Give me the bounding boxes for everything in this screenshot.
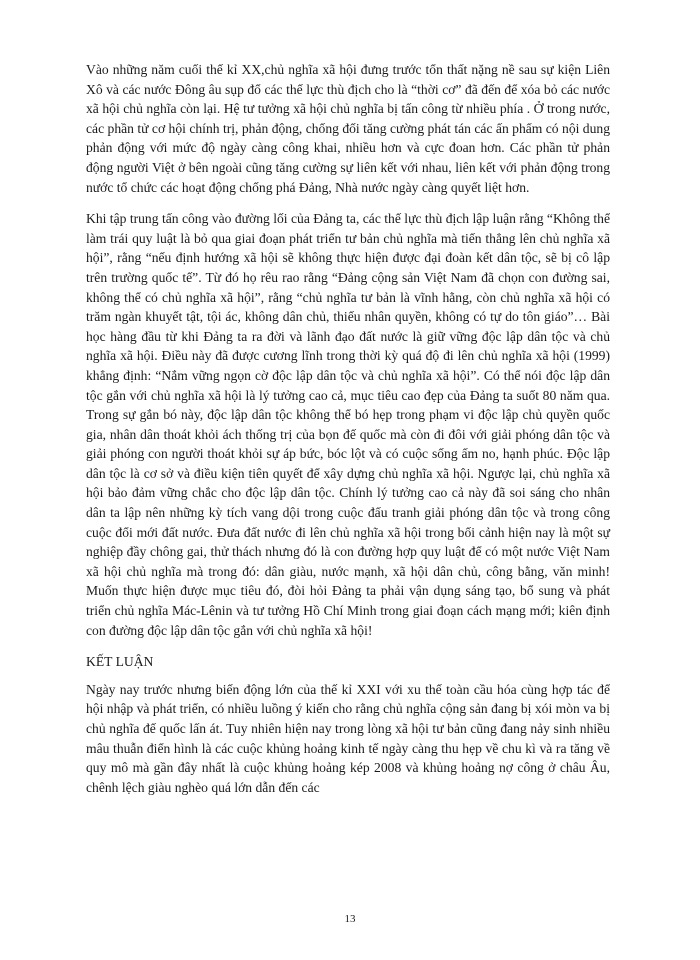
paragraph-main: Khi tập trung tấn công vào đường lối của Đảng ta, các thế lực thù địch lập luận rằng “Không thể làm trái quy luật là bỏ qua giai đoạn phát triển tư bản chủ nghĩa mà tiến thẳng lên chủ nghĩa xã hội”, rằng “nếu định hướng xã hội sẽ không thực hiện được đại đoàn kết dân tộc, sẽ bị cô lập trên trường quốc tế”. Từ đó họ rêu rao rằng “Đảng cộng sản Việt Nam đã chọn con đường sai, không thể có chủ nghĩa xã hội”, rằng “chủ nghĩa tư bản là vĩnh hằng, còn chủ nghĩa xã hội có trăm ngàn khuyết tật, tội ác, không dân chủ, thiếu nhân quyền, không có tự do tôn giáo”… Bài học hàng đầu từ khi Đảng ta ra đời và lãnh đạo đất nước là giữ vững độc lập dân tộc và chủ nghĩa xã hội. Điều này đã được cương lĩnh trong thời kỳ quá độ đi lên chủ nghĩa xã hội (1999) khẳng định: “Nắm vững ngọn cờ độc lập dân tộc và chủ nghĩa xã hội”. Có thể nói độc lập dân tộc gắn với chủ nghĩa xã hội là lý tưởng cao cả, mục tiêu cao đẹp của Đảng ta suốt 80 năm qua. Trong sự gắn bó này, độc lập dân tộc không thể bó hẹp trong phạm vi độc lập chủ quyền quốc gia, nhân dân thoát khỏi ách thống trị của bọn đế quốc mà còn đi đôi với giải phóng dân tộc và giải phóng con người thoát khỏi sự áp bức, bóc lột và có cuộc sống ấm no, hạnh phúc. Độc lập dân tộc là cơ sở và điều kiện tiên quyết để xây dựng chủ nghĩa xã hội. Ngược lại, chủ nghĩa xã hội bảo đảm vững chắc cho độc lập dân tộc. Chính lý tưởng cao cả này đã soi sáng cho nhân dân ta lập nên những kỳ tích vang dội trong cuộc đấu tranh giải phóng dân tộc và trong công cuộc đổi mới đất nước. Đưa đất nước đi lên chủ nghĩa xã hội trong bối cảnh hiện nay là một sự nghiệp đầy chông gai, thử thách nhưng đó là con đường hợp quy luật để có một nước Việt Nam xã hội chủ nghĩa mà trong đó: dân giàu, nước mạnh, xã hội dân chủ, công bằng, văn minh! Muốn thực hiện được mục tiêu đó, đòi hỏi Đảng ta phải vận dụng sáng tạo, bổ sung và phát triển chủ nghĩa Mác-Lênin và tư tưởng Hồ Chí Minh trong giai đoạn cách mạng mới; kiên định con đường độc lập dân tộc gắn với chủ nghĩa xã hội! [86,211,610,638]
page-body [86,60,610,809]
section-heading-conclusion: KẾT LUẬN [86,654,154,670]
paragraph-conclusion: Ngày nay trước nhưng biến động lớn của thế kỉ XXI với xu thế toàn cầu hóa cùng hợp tác để hội nhập và phát triển, có nhiều luồng ý kiến cho rằng chủ nghĩa cộng sản đang bị xói mòn va bị chủ nghĩa đế quốc lấn át. Tuy nhiên hiện nay trong lòng xã hội tư bản cũng đang nảy sinh nhiều mâu thuẫn điển hình là các cuộc khủng hoảng kinh tế ngày càng thu hẹp về chu kì và ra tăng về quy mô mà gần đây nhất là cuộc khủng hoảng kép 2008 và khủng hoảng nợ công ở châu Âu, chênh lệch giàu nghèo quá lớn dẫn đến các [86,681,610,795]
paragraph-intro: Vào những năm cuối thế kỉ XX,chủ nghĩa xã hội đưng trước tổn thất nặng nề sau sự kiện Liên Xô và các nước Đông âu sụp đổ các thế lực thù địch cho là “thời cơ” đã đến để xóa bỏ các nước xã hội chủ nghĩa còn lại. Hệ tư tưởng xã hội chủ nghĩa bị tấn công từ nhiều phía . Ở trong nước, các phần tử cơ hội chính trị, phản động, chống đối tăng cường phát tán các ấn phẩm có nội dung phản động với mức độ ngày càng công khai, nhiều hơn và cực đoan hơn. Các phần tử phản động người Việt ở bên ngoài cũng tăng cường sự liên kết với nhau, liên kết với phản động trong nước tổ chức các hoạt động chống phá Đảng, Nhà nước ngày càng quyết liệt hơn. [86,62,610,195]
page-number: 13 [344,913,356,925]
